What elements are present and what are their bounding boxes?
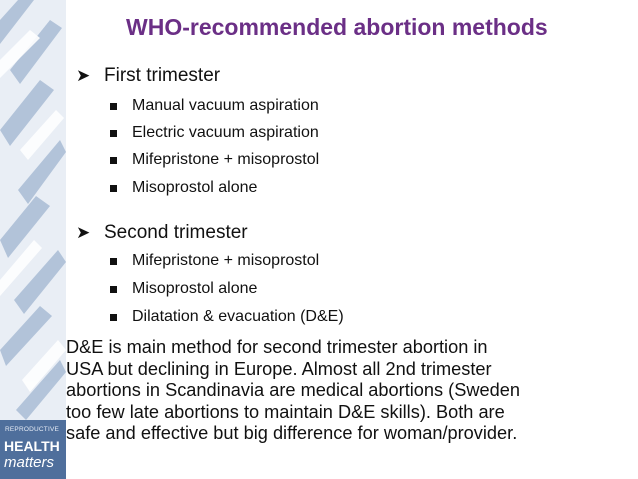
sidebar-pattern [0,0,66,420]
list-item-text: Electric vacuum aspiration [132,124,319,141]
list-item-text: Misoprostol alone [132,179,258,196]
logo-line-3: matters [4,454,55,471]
logo-line-2: HEALTH [4,438,60,454]
arrow-bullet-icon: ➤ [76,223,91,242]
paragraph-line: D&E is main method for second trimester abortion in [66,337,488,357]
paragraph-line: too few late abortions to maintain D&E skills). Both are [66,401,505,422]
paragraph-line: USA but declining in Europe. Almost all 2nd trimester [66,358,492,379]
list-item-text: Manual vacuum aspiration [132,97,319,114]
logo-line-1: REPRODUCTIVE [5,426,60,433]
list-item-text: Mifepristone + misoprostol [132,151,320,168]
arrow-bullet-icon: ➤ [76,66,91,85]
square-bullet-icon [110,130,117,137]
slide-title: WHO-recommended abortion methods [126,14,548,40]
square-bullet-icon [110,103,117,110]
reproductive-health-matters-logo [0,420,66,479]
list-item-text: Mifepristone + misoprostol [132,252,320,269]
section-heading-text: First trimester [104,65,221,86]
list-item-text: Misoprostol alone [132,280,258,297]
decorative-sidebar [0,0,66,479]
square-bullet-icon [110,157,117,164]
list-item-text: Dilatation & evacuation (D&E) [132,308,344,325]
section-heading-text: Second trimester [104,222,248,243]
paragraph-line: safe and effective but big difference for woman/provider. [66,423,518,443]
square-bullet-icon [110,258,117,265]
summary-paragraph [66,337,626,445]
paragraph-line: abortions in Scandinavia are medical abortions (Sweden [66,380,520,400]
square-bullet-icon [110,314,117,321]
square-bullet-icon [110,286,117,293]
square-bullet-icon [110,185,117,192]
